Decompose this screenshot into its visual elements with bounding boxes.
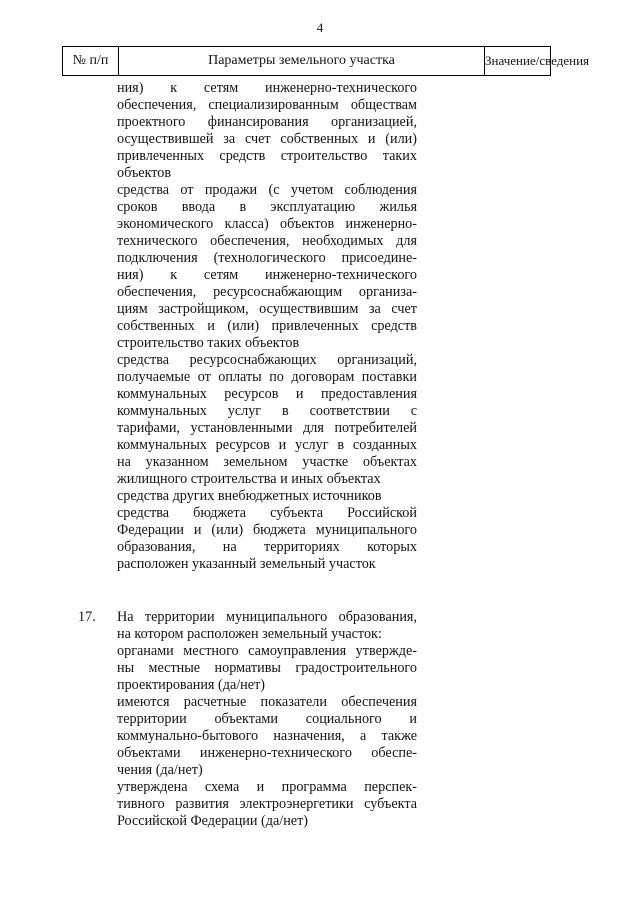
- text-line: сроков ввода в эксплуатацию жилья: [117, 199, 417, 215]
- text-line: получаемые от оплаты по договорам поставки: [117, 369, 417, 385]
- text-line: ны местные нормативы градостроительного: [117, 660, 417, 676]
- text-line: расположен указанный земельный участок: [117, 556, 376, 572]
- text-line: органами местного самоуправления утвержде-: [117, 643, 417, 659]
- text-line: циям застройщиком, осуществившим за счет: [117, 301, 417, 317]
- text-line: обеспечения, ресурсоснабжающим организа-: [117, 284, 417, 300]
- text-line: средства других внебюджетных источников: [117, 488, 382, 504]
- item-17-parameters-block: [117, 609, 417, 830]
- text-line: тарифами, установленными для потребителей: [117, 420, 417, 436]
- text-line: коммунальных ресурсов и услуг в созданных: [117, 437, 417, 453]
- text-line: строительство таких объектов: [117, 335, 300, 351]
- text-line: образования, на территориях которых: [117, 539, 417, 555]
- text-line: коммунальных ресурсов и предоставления: [117, 386, 417, 402]
- text-line: объектов: [117, 165, 172, 181]
- text-line: средства бюджета субъекта Российской: [117, 505, 417, 521]
- text-line: тивного развития электроэнергетики субъекта: [117, 796, 417, 812]
- parameter-paragraph: [117, 643, 417, 694]
- header-number-column: № п/п: [72, 53, 109, 68]
- text-line: на указанном земельном участке объектах: [117, 454, 417, 470]
- parameter-paragraph: [117, 80, 417, 182]
- text-line: жилищного строительства и иных объектах: [117, 471, 381, 487]
- text-line: ния) к сетям инженерно-технического: [117, 267, 417, 283]
- text-line: Российской Федерации (да/нет): [117, 813, 309, 829]
- text-line: осуществившей за счет собственных и (или): [117, 131, 417, 147]
- table-header: [62, 46, 590, 76]
- text-line: технического обеспечения, необходимых для: [117, 233, 417, 249]
- page-number: 4: [316, 20, 324, 35]
- text-line: Федерации и (или) бюджета муниципального: [117, 522, 417, 538]
- parameter-paragraph: [117, 488, 417, 505]
- text-line: экономического класса) объектов инженерно-: [117, 216, 417, 232]
- header-parameters-column: Параметры земельного участка: [208, 53, 395, 68]
- parameter-paragraph: [117, 779, 417, 830]
- text-line: проектного финансирования организацией,: [117, 114, 417, 130]
- parameter-paragraph: [117, 694, 417, 779]
- text-line: ния) к сетям инженерно-технического: [117, 80, 417, 96]
- text-line: территории объектами социального и: [117, 711, 417, 727]
- text-line: подключения (технологического присоедине-: [117, 250, 417, 266]
- text-line: объектами инженерно-технического обеспе-: [117, 745, 417, 761]
- text-line: утверждена схема и программа перспек-: [117, 779, 417, 795]
- text-line: обеспечения, специализированным обществам: [117, 97, 417, 113]
- parameter-paragraph: [117, 609, 417, 643]
- text-line: На территории муниципального образования,: [117, 609, 417, 625]
- parameter-paragraph: [117, 352, 417, 488]
- text-line: средства ресурсоснабжающих организаций,: [117, 352, 417, 368]
- parameter-paragraph: [117, 182, 417, 352]
- text-line: коммунально-бытового назначения, а также: [117, 728, 417, 744]
- text-line: коммунальных услуг в соответствии с: [117, 403, 417, 419]
- text-line: средства от продажи (с учетом соблюдения: [117, 182, 417, 198]
- item-17-number: 17.: [78, 609, 96, 625]
- header-value-column: Значение/сведения: [485, 53, 590, 68]
- text-line: проектирования (да/нет): [117, 677, 265, 693]
- text-line: имеются расчетные показатели обеспечения: [117, 694, 417, 710]
- text-line: чения (да/нет): [117, 762, 203, 778]
- text-line: привлеченных средств строительство таких: [117, 148, 417, 164]
- continued-parameters-block: [117, 80, 417, 573]
- text-line: на котором расположен земельный участок:: [117, 626, 382, 642]
- text-line: собственных и (или) привлеченных средств: [117, 318, 417, 334]
- parameter-paragraph: [117, 505, 417, 573]
